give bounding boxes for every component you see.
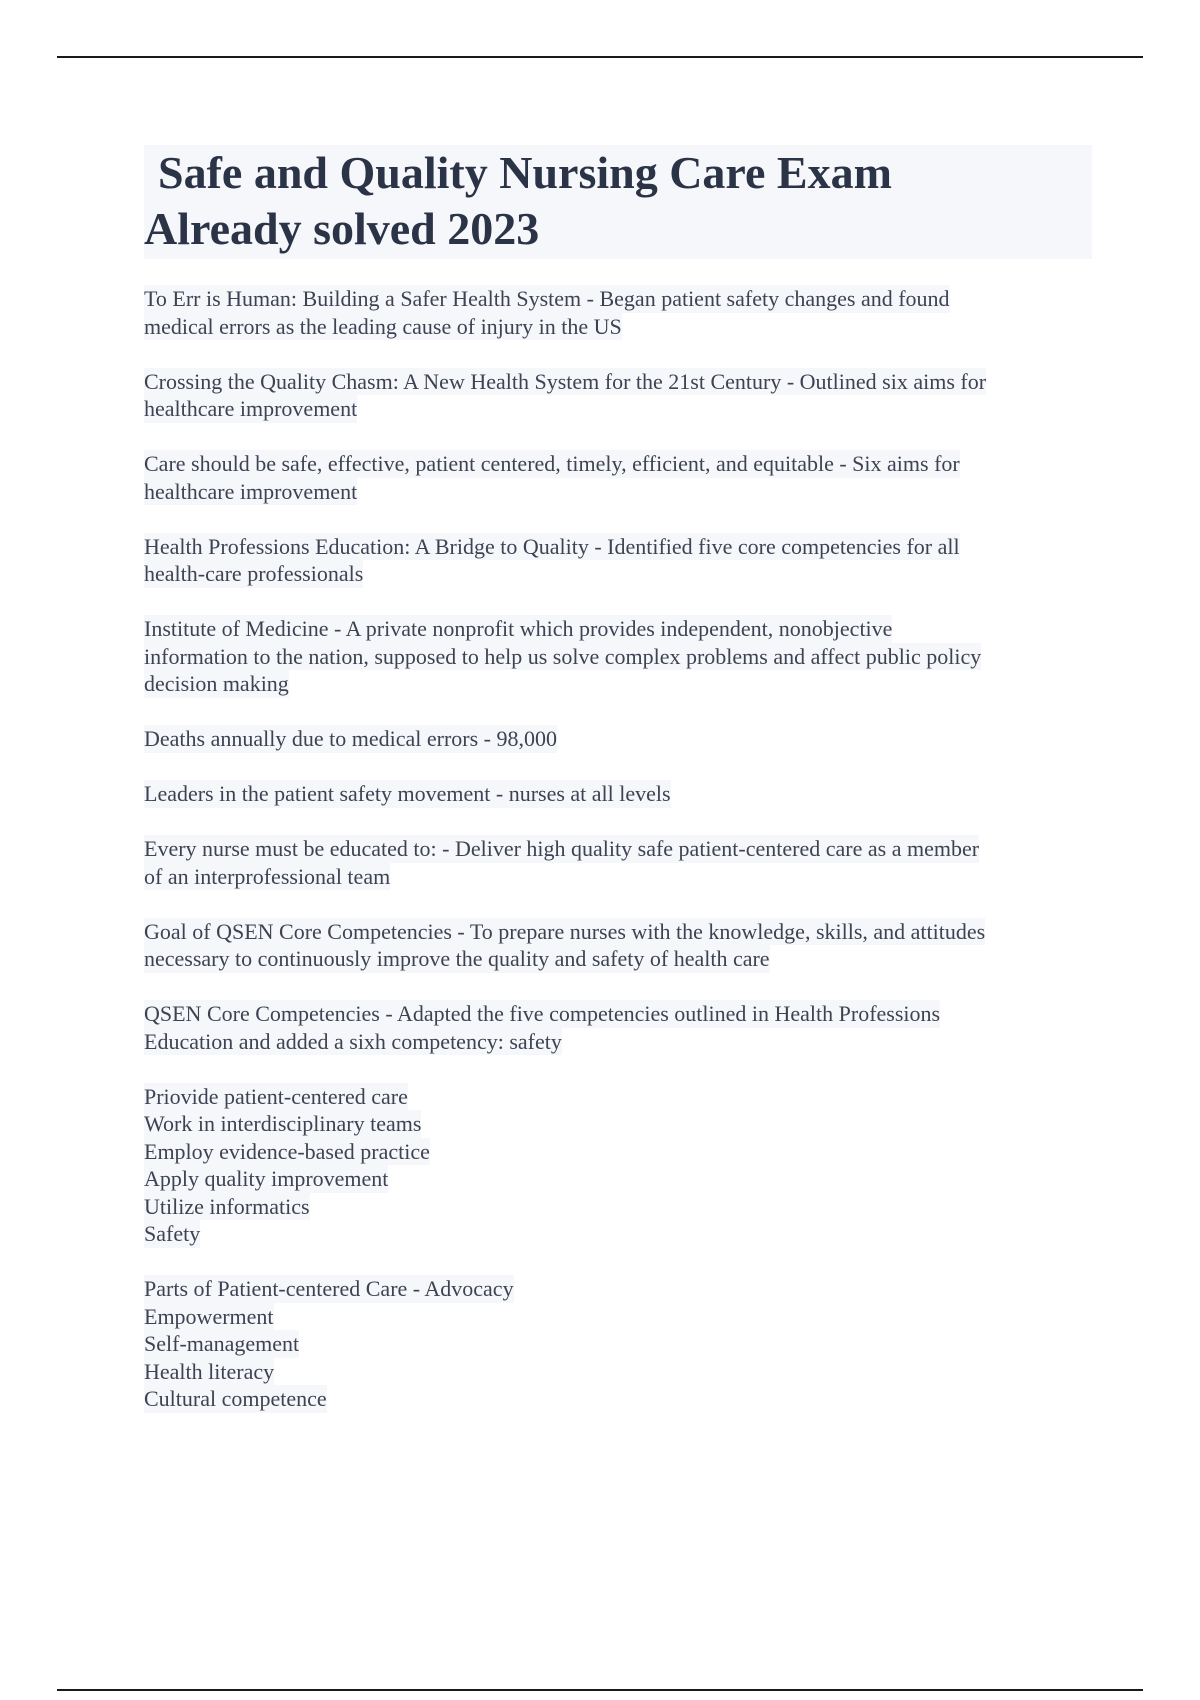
- entry-deaths-annually: [144, 725, 1092, 753]
- entry-line: Empowerment: [144, 1303, 274, 1329]
- entry-institute-of-medicine: [144, 615, 1092, 698]
- bottom-rule: [57, 1689, 1143, 1691]
- entry-line: Employ evidence-based practice: [144, 1138, 430, 1164]
- top-rule: [57, 56, 1143, 58]
- entry-line: healthcare improvement: [144, 478, 358, 504]
- entry-patient-centered-care: [144, 1275, 1092, 1413]
- entry-line: Every nurse must be educated to: - Deliver high quality safe patient-centered care as a member: [144, 836, 980, 861]
- entry-to-err-is-human: [144, 285, 1092, 340]
- entry-line: of an interprofessional team: [144, 863, 391, 889]
- entry-line: Apply quality improvement: [144, 1166, 389, 1191]
- entry-line: Health literacy: [144, 1358, 275, 1384]
- entry-line: Deaths annually due to medical errors - 98,000: [144, 726, 557, 751]
- entry-line: Safety: [144, 1221, 201, 1246]
- entry-line: healthcare improvement: [144, 396, 358, 421]
- entry-line: Crossing the Quality Chasm: A New Health System for the 21st Century - Outlined six aims for: [144, 368, 987, 394]
- title-line-2: Already solved 2023: [144, 203, 540, 254]
- entry-line: Institute of Medicine - A private nonprofit which provides independent, nonobjective: [144, 616, 893, 641]
- entry-line: Health Professions Education: A Bridge to Quality - Identified five core competencies for all: [144, 533, 960, 559]
- entry-competency-list: [144, 1083, 1092, 1248]
- entry-line: information to the nation, supposed to help us solve complex problems and affect public policy: [144, 643, 982, 669]
- entry-leaders: [144, 780, 1092, 808]
- entry-qsen-goal: [144, 918, 1092, 973]
- entry-line: Care should be safe, effective, patient centered, timely, efficient, and equitable - Six aims for: [144, 451, 960, 476]
- entry-line: necessary to continuously improve the quality and safety of health care: [144, 946, 770, 971]
- entry-line: Self-management: [144, 1331, 300, 1356]
- entry-line: Cultural competence: [144, 1386, 327, 1411]
- entry-line: To Err is Human: Building a Safer Health System - Began patient safety changes and found: [144, 286, 950, 311]
- entry-every-nurse: [144, 835, 1092, 890]
- entry-line: Work in interdisciplinary teams: [144, 1111, 422, 1136]
- entry-line: Education and added a sixh competency: safety: [144, 1028, 562, 1054]
- entry-six-aims: [144, 450, 1092, 505]
- entry-line: Priovide patient-centered care: [144, 1083, 408, 1109]
- entry-line: Leaders in the patient safety movement - nurses at all levels: [144, 781, 671, 806]
- entry-health-professions-education: [144, 533, 1092, 588]
- entry-quality-chasm: [144, 368, 1092, 423]
- entry-line: Parts of Patient-centered Care - Advocacy: [144, 1276, 514, 1301]
- entry-line: Utilize informatics: [144, 1193, 310, 1219]
- title-line-1: Safe and Quality Nursing Care Exam: [158, 147, 892, 198]
- entry-line: QSEN Core Competencies - Adapted the five competencies outlined in Health Professions: [144, 1001, 941, 1026]
- entry-line: medical errors as the leading cause of injury in the US: [144, 313, 622, 339]
- document-body: [144, 285, 1092, 1440]
- entry-qsen-core-competencies: [144, 1000, 1092, 1055]
- entry-line: Goal of QSEN Core Competencies - To prepare nurses with the knowledge, skills, and attitudes: [144, 918, 986, 944]
- document-title: [144, 145, 1092, 259]
- entry-line: decision making: [144, 671, 289, 696]
- entry-line: health-care professionals: [144, 561, 364, 586]
